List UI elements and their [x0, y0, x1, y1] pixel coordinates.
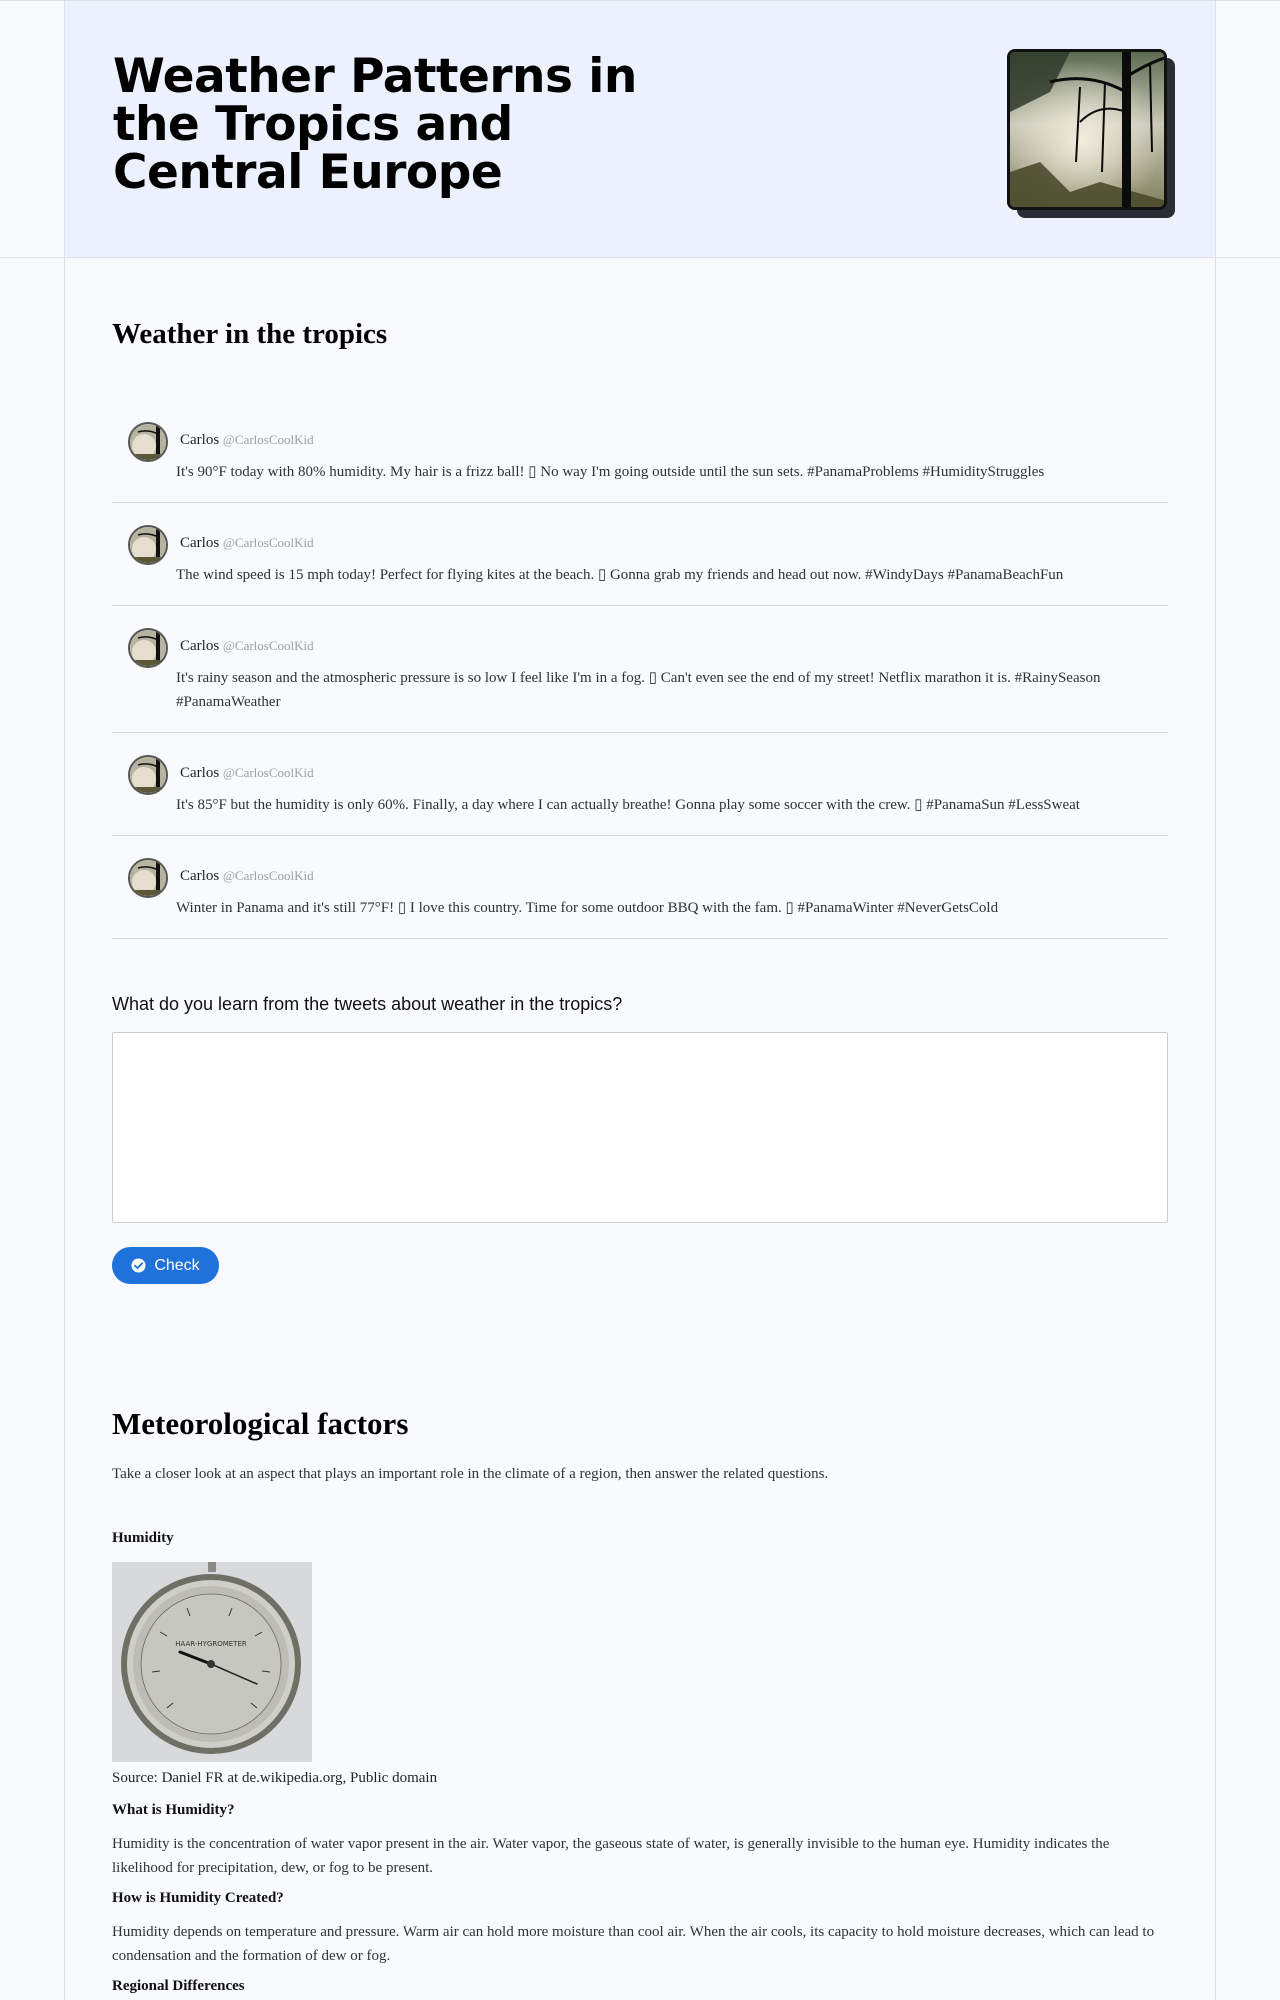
tweet-text: Winter in Panama and it's still 77°F! ▯ I love this country. Time for some outdoor BBQ with the fam. ▯ #PanamaWinter #NeverGetsCold: [176, 900, 999, 916]
tweet-author-handle[interactable]: @CarlosCoolKid: [222, 432, 314, 447]
tweet: [112, 503, 1168, 606]
check-circle-icon: [131, 1258, 146, 1273]
tweet-author-name[interactable]: Carlos: [180, 638, 220, 654]
what-text: Humidity is the concentration of water vapor present in the air. Water vapor, the gaseous state of water, is generally invisible to the human eye. Humidity indicates the likelihood for precipitation, dew, or fog to be present.: [112, 1836, 1110, 1876]
avatar: [128, 628, 168, 668]
avatar: [128, 755, 168, 795]
regional-heading: Regional Differences: [112, 1978, 245, 1994]
tweet: [112, 606, 1168, 733]
tweet-author-name[interactable]: Carlos: [180, 535, 220, 551]
tweet-author-handle[interactable]: @CarlosCoolKid: [222, 535, 314, 550]
what-heading: What is Humidity?: [112, 1802, 235, 1818]
hygrometer-brand-text: HAAR-HYGROMETER: [175, 1640, 247, 1648]
how-heading: How is Humidity Created?: [112, 1890, 284, 1906]
header-band: [0, 0, 1280, 258]
answer-textarea[interactable]: [112, 1032, 1168, 1223]
page-title: Weather Patterns in the Tropics and Central Europe: [113, 49, 637, 200]
tweets-section-title: Weather in the tropics: [112, 318, 388, 350]
avatar: [128, 422, 168, 462]
tweet-author-handle[interactable]: @CarlosCoolKid: [222, 638, 314, 653]
header: [64, 1, 1216, 257]
how-text: Humidity depends on temperature and pressure. Warm air can hold more moisture than cool air. When the air cools, its capacity to hold moisture decreases, which can lead to condensation and the formation of dew or fog.: [112, 1924, 1155, 1964]
tweet-text: It's rainy season and the atmospheric pressure is so low I feel like I'm in a fog. ▯ Can't even see the end of my street! Netflix marathon it is. #RainySeason #PanamaWeather: [176, 670, 1101, 710]
tweets-question: What do you learn from the tweets about weather in the tropics?: [112, 994, 623, 1014]
tweet-author-name[interactable]: Carlos: [180, 432, 220, 448]
check-button[interactable]: [112, 1247, 219, 1284]
meteo-section-title: Meteorological factors: [112, 1406, 409, 1441]
tweet: [112, 733, 1168, 836]
tweet-text: It's 85°F but the humidity is only 60%. Finally, a day where I can actually breathe! Gonna play some soccer with the crew. ▯ #PanamaSun #LessSweat: [176, 797, 1080, 813]
meteo-intro: Take a closer look at an aspect that plays an important role in the climate of a region, then answer the related questions.: [112, 1466, 829, 1482]
tweet-author-handle[interactable]: @CarlosCoolKid: [222, 765, 314, 780]
avatar: [128, 525, 168, 565]
tweet-author-handle[interactable]: @CarlosCoolKid: [222, 868, 314, 883]
tweet-author-name[interactable]: Carlos: [180, 868, 220, 884]
tweet-list: [112, 400, 1168, 939]
hero-image: [1007, 49, 1167, 210]
tweet: [112, 836, 1168, 939]
tweet-text: The wind speed is 15 mph today! Perfect for flying kites at the beach. ▯ Gonna grab my friends and head out now. #WindyDays #PanamaBeachFun: [176, 567, 1064, 583]
hygrometer-image: [112, 1562, 312, 1762]
tweet-text: It's 90°F today with 80% humidity. My hair is a frizz ball! ▯ No way I'm going outside until the sun sets. #PanamaProblems #HumidityStruggles: [176, 464, 1045, 480]
avatar: [128, 858, 168, 898]
check-button-label: Check: [154, 1256, 200, 1274]
image-source: Source: Daniel FR at de.wikipedia.org, Public domain: [112, 1770, 438, 1786]
factor-label: Humidity: [112, 1530, 174, 1546]
tweet: [112, 400, 1168, 503]
tweet-author-name[interactable]: Carlos: [180, 765, 220, 781]
